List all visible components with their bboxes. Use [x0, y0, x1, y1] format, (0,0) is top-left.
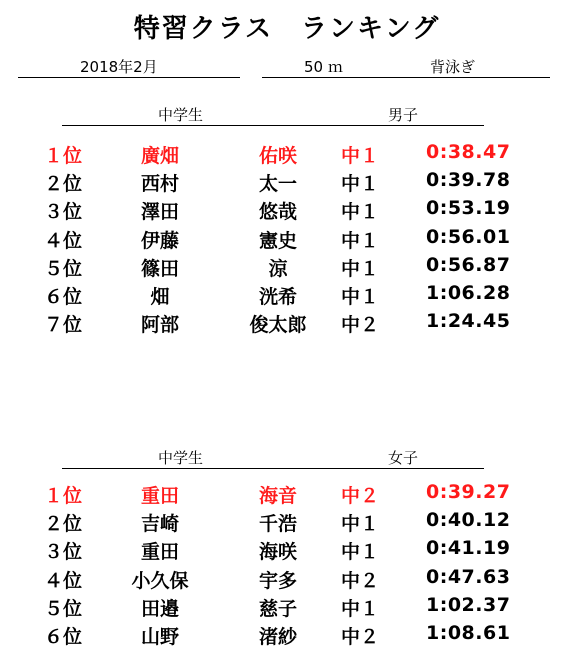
first-name-cell: 涼	[268, 257, 288, 280]
last-name-cell: 重田	[140, 485, 179, 507]
grade-cell: 中２	[341, 569, 380, 592]
grade-cell: 中１	[341, 145, 380, 167]
time-cell: 1:24.45	[426, 310, 511, 333]
last-name-cell: 小久保	[131, 569, 189, 592]
first-name-cell: 慈子	[258, 597, 297, 620]
first-name-cell: 太一	[258, 173, 297, 196]
rank-cell: ４位	[44, 569, 83, 592]
boys-gender-label: 男子	[388, 106, 419, 124]
table-row	[0, 481, 574, 509]
time-cell: 0:39.78	[426, 169, 511, 192]
first-name-cell: 俊太郎	[249, 314, 307, 337]
last-name-cell: 篠田	[140, 257, 179, 280]
rank-cell: １位	[44, 145, 83, 167]
page-title: 特習クラス ランキング	[133, 14, 441, 44]
table-row	[0, 254, 574, 282]
rank-cell: ２位	[44, 513, 83, 536]
first-name-cell: 洸希	[258, 286, 297, 308]
rank-cell: ３位	[44, 201, 83, 224]
table-row	[0, 169, 574, 197]
rank-cell: ２位	[44, 173, 83, 196]
grade-cell: 中１	[341, 201, 380, 224]
time-cell: 1:02.37	[426, 593, 511, 616]
first-name-cell: 憲史	[258, 229, 297, 252]
event-underline	[262, 77, 550, 78]
last-name-cell: 阿部	[140, 314, 179, 337]
table-row	[0, 141, 574, 169]
time-cell: 0:56.01	[426, 225, 511, 248]
stroke-label: 背泳ぎ	[430, 58, 476, 76]
time-cell: 0:40.12	[426, 509, 511, 532]
last-name-cell: 澤田	[140, 201, 179, 224]
table-row	[0, 594, 574, 622]
rank-cell: ６位	[44, 626, 83, 648]
last-name-cell: 重田	[140, 541, 179, 564]
last-name-cell: 畑	[150, 286, 170, 308]
date-label: 2018年2月	[80, 58, 158, 76]
rank-cell: ７位	[44, 314, 83, 337]
grade-cell: 中１	[341, 513, 380, 536]
last-name-cell: 田邉	[140, 597, 179, 620]
first-name-cell: 千浩	[258, 513, 297, 536]
rank-cell: ４位	[44, 229, 83, 252]
grade-cell: 中２	[341, 314, 380, 337]
time-cell: 0:39.27	[426, 481, 511, 503]
last-name-cell: 西村	[140, 173, 179, 196]
table-row	[0, 226, 574, 254]
first-name-cell: 宇多	[258, 569, 297, 592]
first-name-cell: 海咲	[258, 541, 297, 564]
table-row	[0, 282, 574, 310]
first-name-cell: 佑咲	[258, 145, 297, 167]
rank-cell: １位	[44, 485, 83, 507]
girls-level-label: 中学生	[158, 449, 204, 467]
first-name-cell: 渚紗	[258, 626, 297, 648]
grade-cell: 中２	[341, 485, 380, 507]
table-row	[0, 622, 574, 650]
boys-header-rule	[62, 125, 484, 126]
rank-cell: ３位	[44, 541, 83, 564]
time-cell: 0:41.19	[426, 537, 511, 560]
rank-cell: ５位	[44, 597, 83, 620]
last-name-cell: 伊藤	[140, 229, 179, 252]
table-row	[0, 566, 574, 594]
grade-cell: 中２	[341, 626, 380, 648]
grade-cell: 中１	[341, 541, 380, 564]
table-row	[0, 310, 574, 338]
rank-cell: ６位	[44, 286, 83, 308]
time-cell: 0:56.87	[426, 253, 511, 276]
first-name-cell: 悠哉	[258, 201, 297, 224]
time-cell: 0:47.63	[426, 565, 511, 588]
table-row	[0, 197, 574, 225]
time-cell: 1:06.28	[426, 282, 511, 304]
date-underline	[18, 77, 240, 78]
time-cell: 1:08.61	[426, 622, 511, 644]
grade-cell: 中１	[341, 173, 380, 196]
distance-label: 50 ｍ	[304, 58, 343, 76]
last-name-cell: 山野	[140, 626, 179, 648]
last-name-cell: 廣畑	[140, 145, 179, 167]
girls-gender-label: 女子	[388, 449, 419, 467]
boys-level-label: 中学生	[158, 106, 204, 124]
time-cell: 0:38.47	[426, 141, 511, 163]
grade-cell: 中１	[341, 229, 380, 252]
grade-cell: 中１	[341, 257, 380, 280]
time-cell: 0:53.19	[426, 197, 511, 220]
grade-cell: 中１	[341, 286, 380, 308]
rank-cell: ５位	[44, 257, 83, 280]
first-name-cell: 海音	[258, 485, 297, 507]
grade-cell: 中１	[341, 597, 380, 620]
last-name-cell: 吉崎	[140, 513, 179, 536]
table-row	[0, 537, 574, 565]
table-row	[0, 509, 574, 537]
girls-header-rule	[62, 468, 484, 469]
